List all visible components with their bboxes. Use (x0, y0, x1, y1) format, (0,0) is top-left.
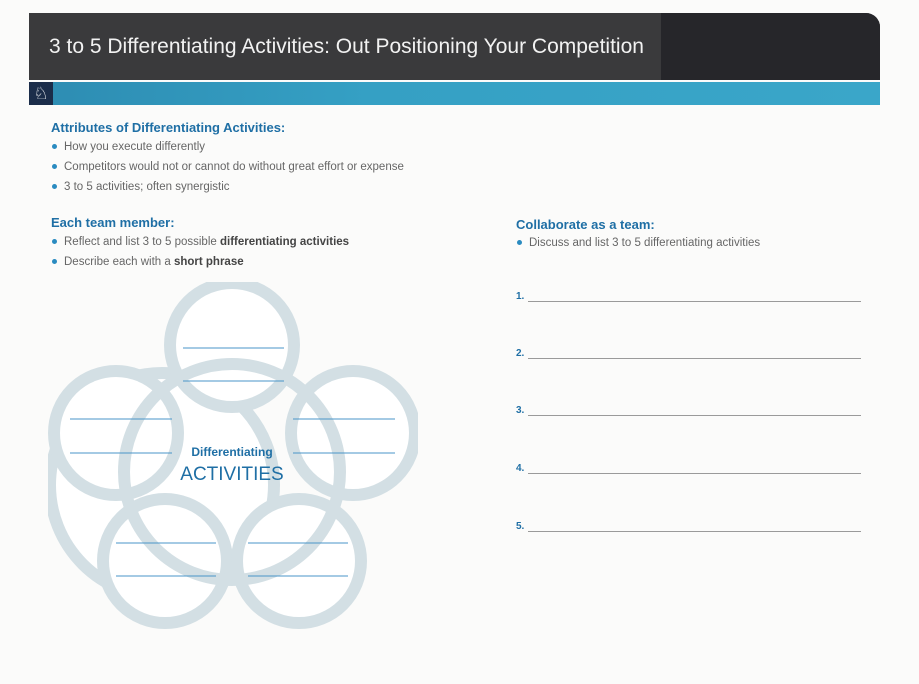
list-item-bold: short phrase (173, 256, 244, 268)
team-member-heading: Each team member: (51, 215, 175, 230)
list-item (51, 235, 349, 255)
list-item-text: Describe each with a (64, 256, 174, 268)
list-item: How you execute differently (51, 140, 404, 160)
diagram-label-line2: ACTIVITIES (180, 464, 284, 485)
accent-bar (29, 82, 880, 105)
list-item-bold: differentiating activities (219, 236, 350, 248)
write-line (528, 358, 861, 359)
attributes-heading: Attributes of Differentiating Activities: (51, 120, 286, 135)
page-header (29, 13, 880, 80)
list-item: Discuss and list 3 to 5 differentiating activities (516, 236, 760, 256)
page-title: 3 to 5 Differentiating Activities: Out Positioning Your Competition (49, 35, 644, 58)
answer-number: 3. (516, 405, 525, 416)
header-dark-block (661, 13, 880, 80)
list-item: 3 to 5 activities; often synergistic (51, 180, 404, 200)
answer-line-1[interactable] (516, 291, 861, 305)
answer-line-3[interactable] (516, 405, 861, 419)
answer-number: 1. (516, 291, 525, 302)
answer-line-2[interactable] (516, 348, 861, 362)
team-member-list (51, 235, 349, 275)
list-item: Competitors would not or cannot do without great effort or expense (51, 160, 404, 180)
answer-number: 5. (516, 521, 525, 532)
write-line (528, 301, 861, 302)
list-item-text: Reflect and list 3 to 5 possible (64, 236, 220, 248)
write-line (528, 473, 861, 474)
chess-knight-icon: ♘ (29, 82, 53, 105)
answer-line-5[interactable] (516, 521, 861, 535)
answer-line-4[interactable] (516, 463, 861, 477)
write-line (528, 415, 861, 416)
answer-number: 4. (516, 463, 525, 474)
write-line (528, 531, 861, 532)
differentiating-activities-diagram (48, 282, 418, 632)
collaborate-heading: Collaborate as a team: (516, 217, 655, 232)
answer-number: 2. (516, 348, 525, 359)
diagram-label-line1: Differentiating (191, 445, 273, 459)
collaborate-list (516, 236, 760, 256)
attributes-list (51, 140, 404, 200)
list-item (51, 255, 349, 275)
petal-top (170, 283, 294, 407)
